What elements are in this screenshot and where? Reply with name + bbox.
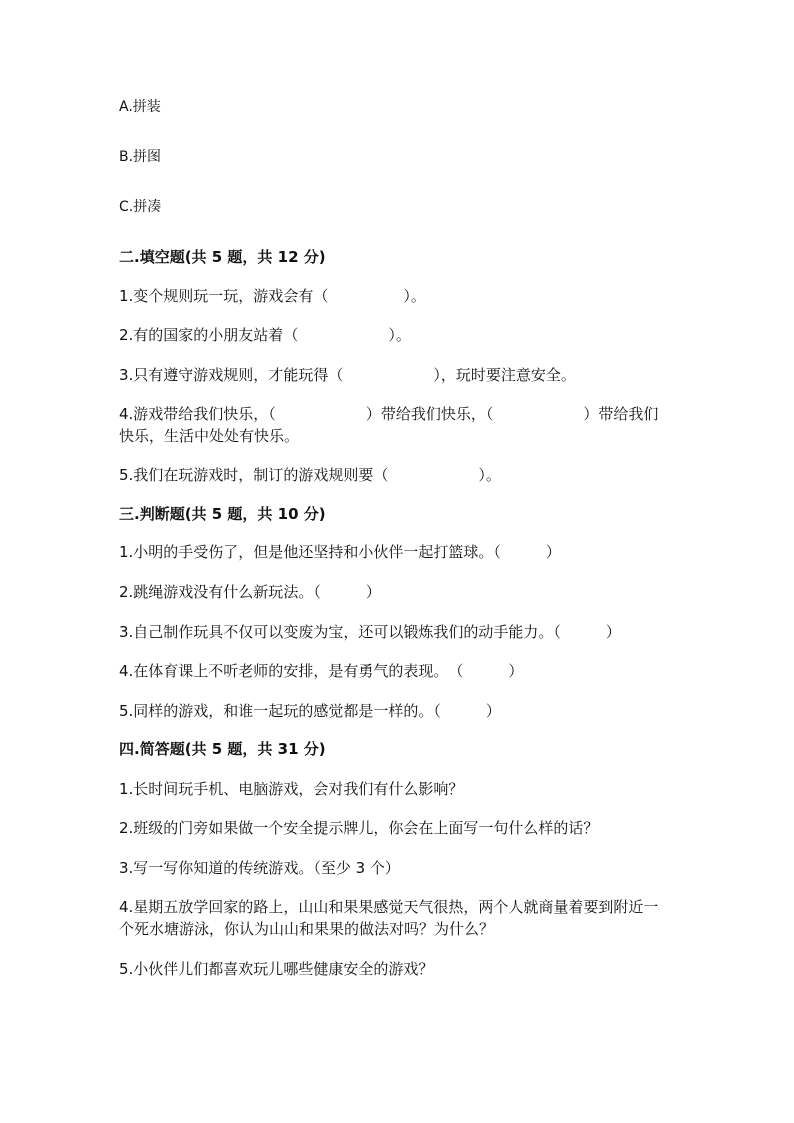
true-false-question-2: 2.跳绳游戏没有什么新玩法。（ ）	[119, 583, 381, 601]
fill-blank-question-1: 1.变个规则玩一玩，游戏会有（ ）。	[119, 287, 426, 305]
true-false-question-1: 1.小明的手受伤了，但是他还坚持和小伙伴一起打篮球。（ ）	[119, 543, 561, 561]
section-heading-true-false: 三.判断题(共 5 题，共 10 分)	[119, 505, 326, 523]
option-c: C.拼凑	[119, 199, 162, 215]
short-answer-question-3: 3.写一写你知道的传统游戏。（至少 3 个）	[119, 859, 400, 877]
short-answer-question-1: 1.长时间玩手机、电脑游戏，会对我们有什么影响？	[119, 780, 464, 798]
short-answer-question-2: 2.班级的门旁如果做一个安全提示牌儿，你会在上面写一句什么样的话？	[119, 819, 599, 837]
option-a: A.拼装	[119, 99, 161, 115]
option-b: B.拼图	[119, 149, 162, 165]
true-false-question-5: 5.同样的游戏，和谁一起玩的感觉都是一样的。（ ）	[119, 702, 501, 720]
fill-blank-question-4: 4.游戏带给我们快乐，（ ）带给我们快乐，（ ）带给我们快乐，生活中处处有快乐。	[119, 405, 659, 445]
fill-blank-question-5: 5.我们在玩游戏时，制订的游戏规则要（ ）。	[119, 466, 501, 484]
section-heading-short-answer: 四.简答题(共 5 题，共 31 分)	[119, 740, 326, 758]
true-false-question-3: 3.自己制作玩具不仅可以变废为宝，还可以锻炼我们的动手能力。（ ）	[119, 623, 621, 641]
fill-blank-question-2: 2.有的国家的小朋友站着（ ）。	[119, 326, 411, 344]
short-answer-question-5: 5.小伙伴儿们都喜欢玩儿哪些健康安全的游戏？	[119, 960, 434, 978]
fill-blank-question-3: 3.只有遵守游戏规则，才能玩得（ ），玩时要注意安全。	[119, 366, 576, 384]
true-false-question-4: 4.在体育课上不听老师的安排，是有勇气的表现。 （ ）	[119, 662, 524, 680]
short-answer-question-4: 4.星期五放学回家的路上，山山和果果感觉天气很热，两个人就商量着要到附近一个死水塘游泳，你认为山山和果果的做法对吗？为什么？	[119, 898, 659, 938]
section-heading-fill-blank: 二.填空题(共 5 题，共 12 分)	[119, 248, 326, 266]
